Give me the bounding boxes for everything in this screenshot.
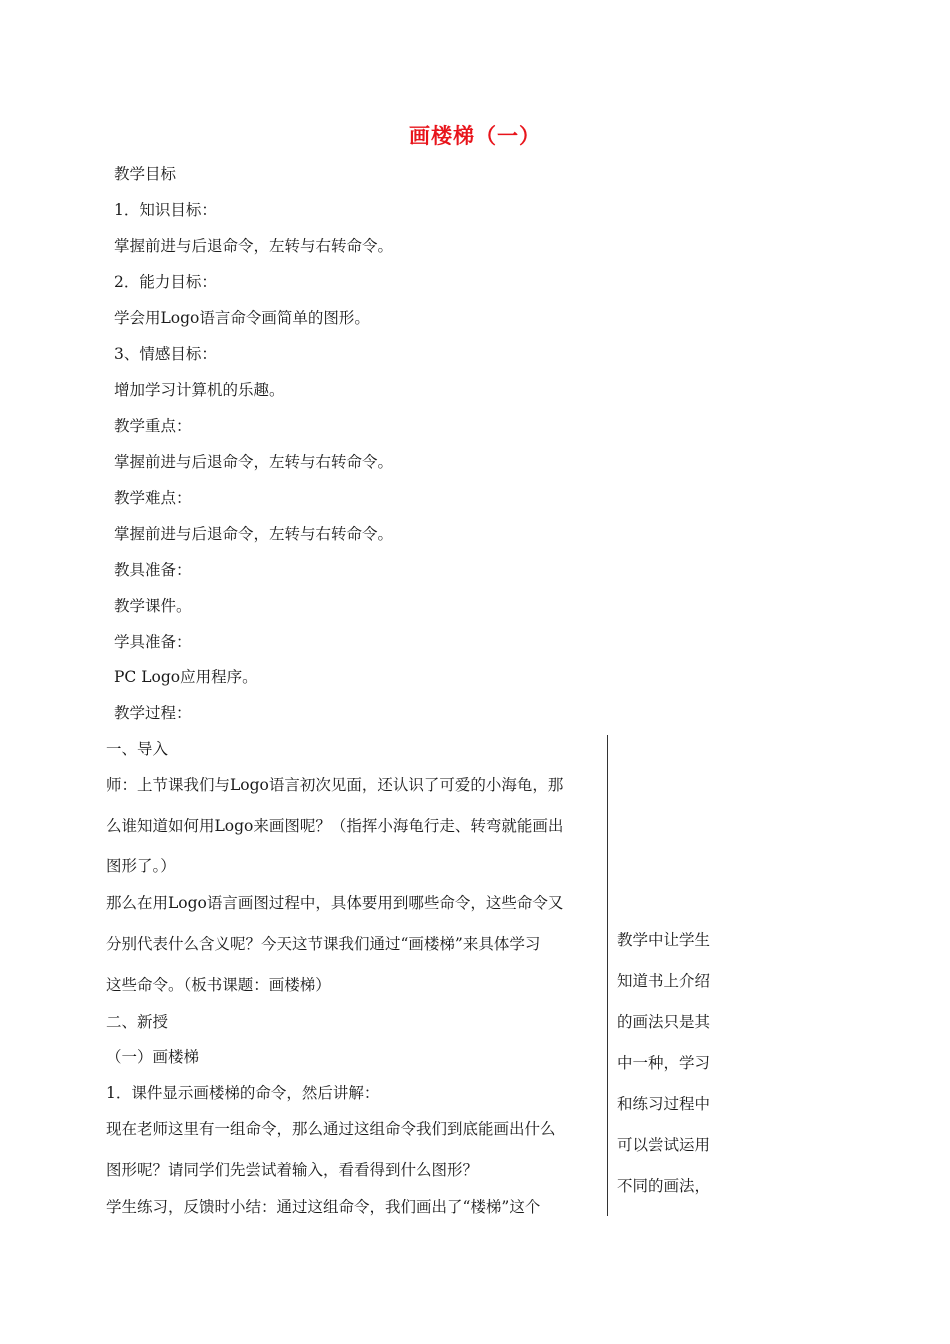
main-line: 学生练习，反馈时小结：通过这组命令，我们画出了“楼梯”这个 [106, 1198, 541, 1216]
main-line: 图形了。） [106, 857, 176, 875]
main-line: 那么在用Logo语言画图过程中，具体要用到哪些命令，这些命令又 [106, 894, 564, 912]
intro-line: 掌握前进与后退命令，左转与右转命令。 [114, 237, 394, 255]
margin-note-line: 和练习过程中 [617, 1095, 711, 1113]
intro-line: 1．知识目标： [114, 201, 217, 219]
margin-note-line: 教学中让学生 [617, 931, 711, 949]
margin-note-line: 知道书上介绍 [617, 972, 711, 990]
column-divider [607, 735, 608, 1216]
margin-note-line: 不同的画法， [617, 1177, 711, 1195]
intro-line: 学具准备： [114, 633, 192, 651]
intro-line: 增加学习计算机的乐趣。 [114, 381, 285, 399]
margin-note-line: 的画法只是其 [617, 1013, 711, 1031]
intro-line: 教学课件。 [114, 597, 192, 615]
intro-line: 学会用Logo语言命令画简单的图形。 [114, 309, 370, 327]
margin-note-line: 可以尝试运用 [617, 1136, 711, 1154]
main-line: 师：上节课我们与Logo语言初次见面，还认识了可爱的小海龟，那 [106, 776, 564, 794]
intro-line: PC Logo应用程序。 [114, 668, 258, 686]
main-line: 现在老师这里有一组命令，那么通过这组命令我们到底能画出什么 [106, 1120, 556, 1138]
intro-line: 3、情感目标： [114, 345, 217, 363]
intro-line: 教学目标 [114, 165, 177, 183]
margin-note-line: 中一种，学习 [617, 1054, 711, 1072]
intro-line: 教学过程： [114, 704, 192, 722]
main-line: 这些命令。（板书课题：画楼梯） [106, 976, 331, 994]
main-line: （一）画楼梯 [106, 1048, 200, 1066]
intro-line: 掌握前进与后退命令，左转与右转命令。 [114, 453, 394, 471]
main-line: 1．课件显示画楼梯的命令，然后讲解： [106, 1084, 380, 1102]
main-line: 么谁知道如何用Logo来画图呢？（指挥小海龟行走、转弯就能画出 [106, 817, 564, 835]
intro-line: 教学重点： [114, 417, 192, 435]
main-line: 一、导入 [106, 740, 169, 758]
main-line: 二、新授 [106, 1013, 169, 1031]
intro-line: 2．能力目标： [114, 273, 217, 291]
intro-line: 教学难点： [114, 489, 192, 507]
intro-line: 教具准备： [114, 561, 192, 579]
main-line: 分别代表什么含义呢？今天这节课我们通过“画楼梯”来具体学习 [106, 935, 541, 953]
intro-line: 掌握前进与后退命令，左转与右转命令。 [114, 525, 394, 543]
page-title: 画楼梯（一） [409, 123, 541, 148]
main-line: 图形呢？请同学们先尝试着输入，看看得到什么图形？ [106, 1161, 479, 1179]
